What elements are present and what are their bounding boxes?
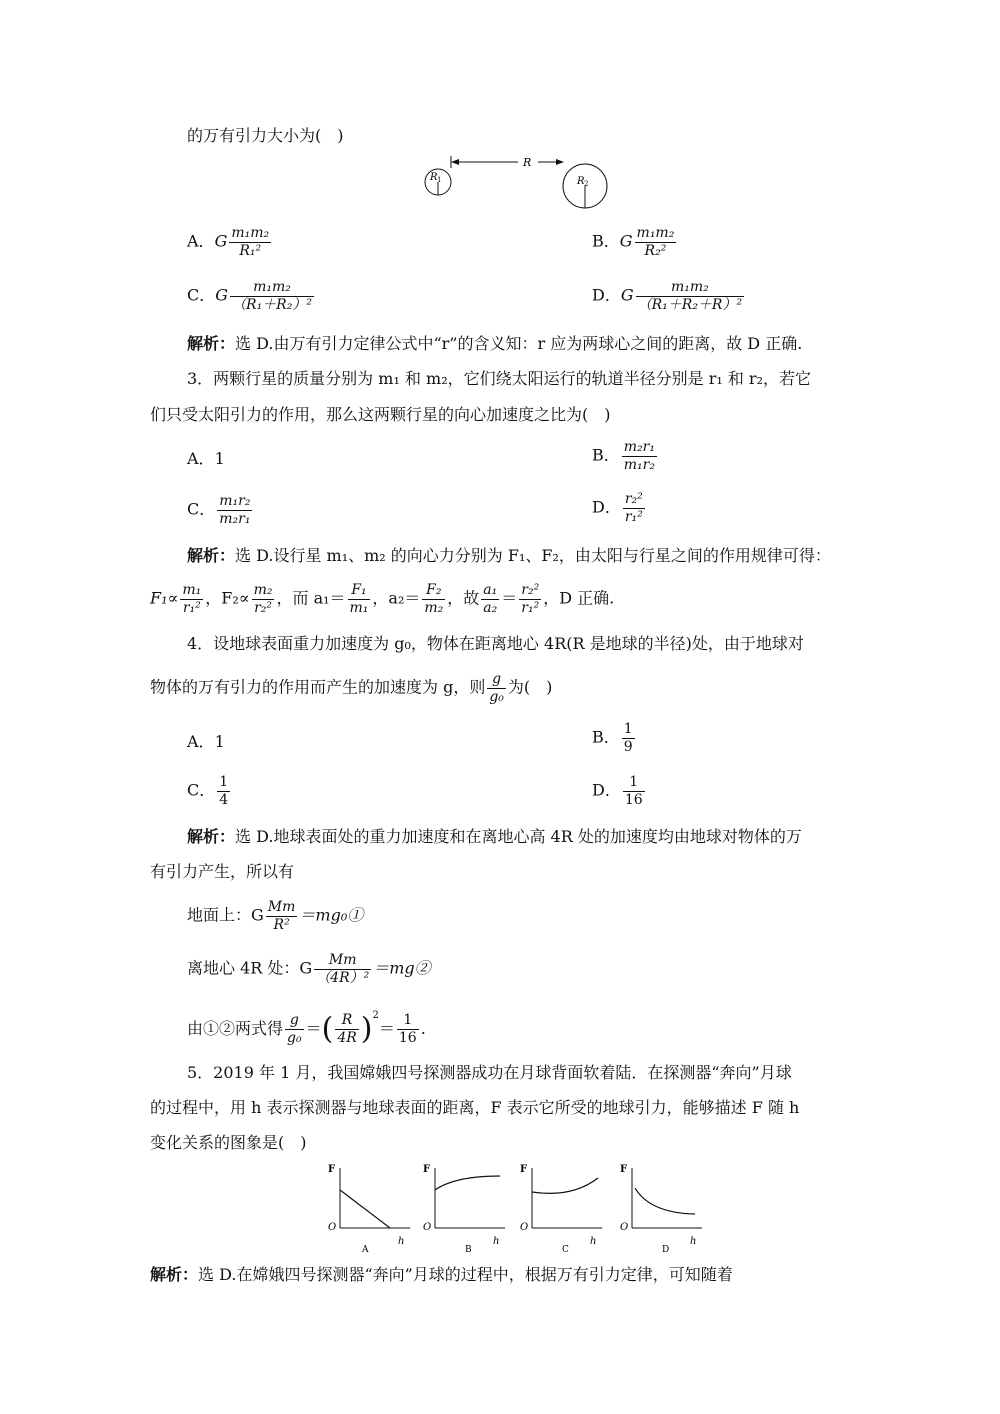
graph-a-y-label: F	[328, 1164, 336, 1175]
q4-c-fraction: $\frac{1}{4}$	[219, 774, 229, 808]
label-R1: R	[430, 172, 438, 183]
q2-option-b[interactable]: B．G $\frac{\text{m₁m₂}}{\text{R₂²}}$	[592, 225, 675, 259]
q3-stem-line1: 3．两颗行星的质量分别为 m₁ 和 m₂，它们绕太阳运行的轨道半径分别是 r₁ 和 r₂，若它	[187, 369, 811, 388]
q2-b-fraction: $\frac{\text{m₁m₂}}{\text{R₂²}}$	[636, 225, 675, 259]
q2-option-c[interactable]: C．G $\frac{\text{m₁m₂}}{\text{（R₁＋R₂）²}}$	[187, 279, 312, 313]
q2-d-fraction: $\frac{\text{m₁m₂}}{\text{（R₁＋R₂＋R）²}}$	[637, 279, 743, 313]
q2-stem: 的万有引力大小为( )	[187, 126, 344, 145]
q5-graphs	[310, 1158, 730, 1258]
q2-a-fraction: $\frac{\text{m₁m₂}}{\text{R₁²}}$	[231, 225, 270, 259]
graph-b[interactable]	[423, 1164, 505, 1255]
q3-c-fraction: $\frac{\text{m₁r₂}}{\text{m₂r₁}}$	[219, 493, 251, 527]
q4-d-fraction: $\frac{1}{16}$	[624, 774, 643, 808]
q2-option-d[interactable]: D．G $\frac{\text{m₁m₂}}{\text{（R₁＋R₂＋R）²}}$	[592, 279, 743, 313]
q3-option-d[interactable]: D． $\frac{\text{r₂²}}{\text{r₁²}}$	[592, 491, 643, 525]
graph-d-letter: D	[662, 1245, 670, 1255]
graph-a[interactable]	[328, 1164, 410, 1255]
q2-analysis: 解析：选 D.由万有引力定律公式中“r”的含义知：r 应为两球心之间的距离，故 D 正确.	[187, 334, 803, 353]
graph-d-origin: O	[620, 1222, 629, 1233]
graph-b-letter: B	[465, 1245, 472, 1255]
two-spheres-figure	[420, 150, 620, 214]
q4-analysis-line2: 有引力产生，所以有	[150, 862, 295, 881]
label-R1-sub: 1	[437, 176, 442, 184]
label-R2-sub: 2	[584, 180, 589, 188]
graph-b-y-label: F	[423, 1164, 431, 1175]
graph-c-letter: C	[562, 1245, 569, 1255]
graph-c-x-label: h	[590, 1236, 597, 1247]
arrow-right-head	[556, 159, 564, 165]
graph-c-curve	[532, 1178, 598, 1193]
q3-option-c[interactable]: C． $\frac{\text{m₁r₂}}{\text{m₂r₁}}$	[187, 493, 251, 527]
q4-stem-line2: 物体的万有引力的作用而产生的加速度为 g，则 $\frac{g}{\text{g₀}}$ 为( )	[150, 671, 553, 705]
q3-stem-line2: 们只受太阳引力的作用，那么这两颗行星的向心加速度之比为( )	[150, 405, 611, 424]
q3-b-fraction: $\frac{\text{m₂r₁}}{\text{m₁r₂}}$	[623, 439, 655, 473]
q5-analysis-line1: 解析：选 D.在嫦娥四号探测器“奔向”月球的过程中，根据万有引力定律，可知随着	[150, 1265, 733, 1284]
q3-option-a[interactable]: A．1	[187, 449, 225, 468]
q4-analysis-line1: 解析：选 D.地球表面处的重力加速度和在离地心高 4R 处的加速度均由地球对物体的万	[187, 827, 802, 846]
q5-stem-line1: 5．2019 年 1 月，我国嫦娥四号探测器成功在月球背面软着陆．在探测器“奔向”月球	[187, 1063, 792, 1082]
graph-b-curve	[435, 1176, 500, 1190]
q4-eq3: 由①②两式得 $\frac{g}{\text{g₀}}$ ＝( $\frac{R}{4R}$ )$^2$＝ $\frac{1}{16}$ .	[187, 1010, 426, 1047]
graph-a-x-label: h	[398, 1236, 405, 1247]
q4-eq2: 离地心 4R 处：G $\frac{Mm}{\text{（4R）²}}$ ＝mg②	[187, 952, 431, 986]
q5-stem-line2: 的过程中，用 h 表示探测器与地球表面的距离，F 表示它所受的地球引力，能够描述 F 随 h	[150, 1098, 800, 1117]
q4-option-a[interactable]: A．1	[187, 732, 225, 751]
graph-a-letter: A	[362, 1245, 369, 1255]
q3-analysis-line2: F₁∝ $\frac{\text{m₁}}{\text{r₁²}}$ ，F₂∝ $\frac{\text{m₂}}{\text{r₂²}}$ ，而 a₁＝ $\frac{\text{F₁}}{\text{m₁}}$ ，a₂＝ $\frac{\text{F₂}}{\text{m₂}}$ ，故 $\frac{\text{a₁}}{\text{a₂}}$ ＝ $\frac{\text{r₂²}}{\text{r₁²}}$ ，D 正确.	[150, 582, 615, 616]
graph-d-y-label: F	[620, 1164, 628, 1175]
graph-c[interactable]	[520, 1164, 602, 1255]
graph-a-curve	[340, 1190, 390, 1228]
q4-b-fraction: $\frac{1}{9}$	[623, 721, 633, 755]
label-R: R	[523, 156, 532, 169]
q4-option-c[interactable]: C． $\frac{1}{4}$	[187, 774, 229, 808]
q2-c-fraction: $\frac{\text{m₁m₂}}{\text{（R₁＋R₂）²}}$	[232, 279, 312, 313]
graph-a-origin: O	[328, 1222, 337, 1233]
q4-stem-line1: 4．设地球表面重力加速度为 g₀，物体在距离地心 4R(R 是地球的半径)处，由于地球对	[187, 634, 804, 653]
graph-b-x-label: h	[493, 1236, 500, 1247]
label-R2: R	[577, 176, 585, 187]
q2-option-a[interactable]: A．G $\frac{\text{m₁m₂}}{\text{R₁²}}$	[187, 225, 270, 259]
graph-d-x-label: h	[690, 1236, 697, 1247]
graph-d[interactable]	[620, 1164, 702, 1255]
graph-d-curve	[635, 1188, 695, 1214]
q5-stem-line3: 变化关系的图象是( )	[150, 1133, 307, 1152]
graph-c-y-label: F	[520, 1164, 528, 1175]
graph-c-origin: O	[520, 1222, 529, 1233]
q4-option-d[interactable]: D． $\frac{1}{16}$	[592, 774, 643, 808]
q4-eq1: 地面上：G $\frac{Mm}{\text{R²}}$ ＝mg₀①	[187, 899, 364, 933]
graph-b-origin: O	[423, 1222, 432, 1233]
arrow-left-head	[451, 159, 459, 165]
q3-analysis-line1: 解析：选 D.设行星 m₁、m₂ 的向心力分别为 F₁、F₂，由太阳与行星之间的作用规律可得：	[187, 546, 831, 565]
q4-option-b[interactable]: B． $\frac{1}{9}$	[592, 721, 633, 755]
q3-d-fraction: $\frac{\text{r₂²}}{\text{r₁²}}$	[624, 491, 643, 525]
q3-option-b[interactable]: B． $\frac{\text{m₂r₁}}{\text{m₁r₂}}$	[592, 439, 655, 473]
